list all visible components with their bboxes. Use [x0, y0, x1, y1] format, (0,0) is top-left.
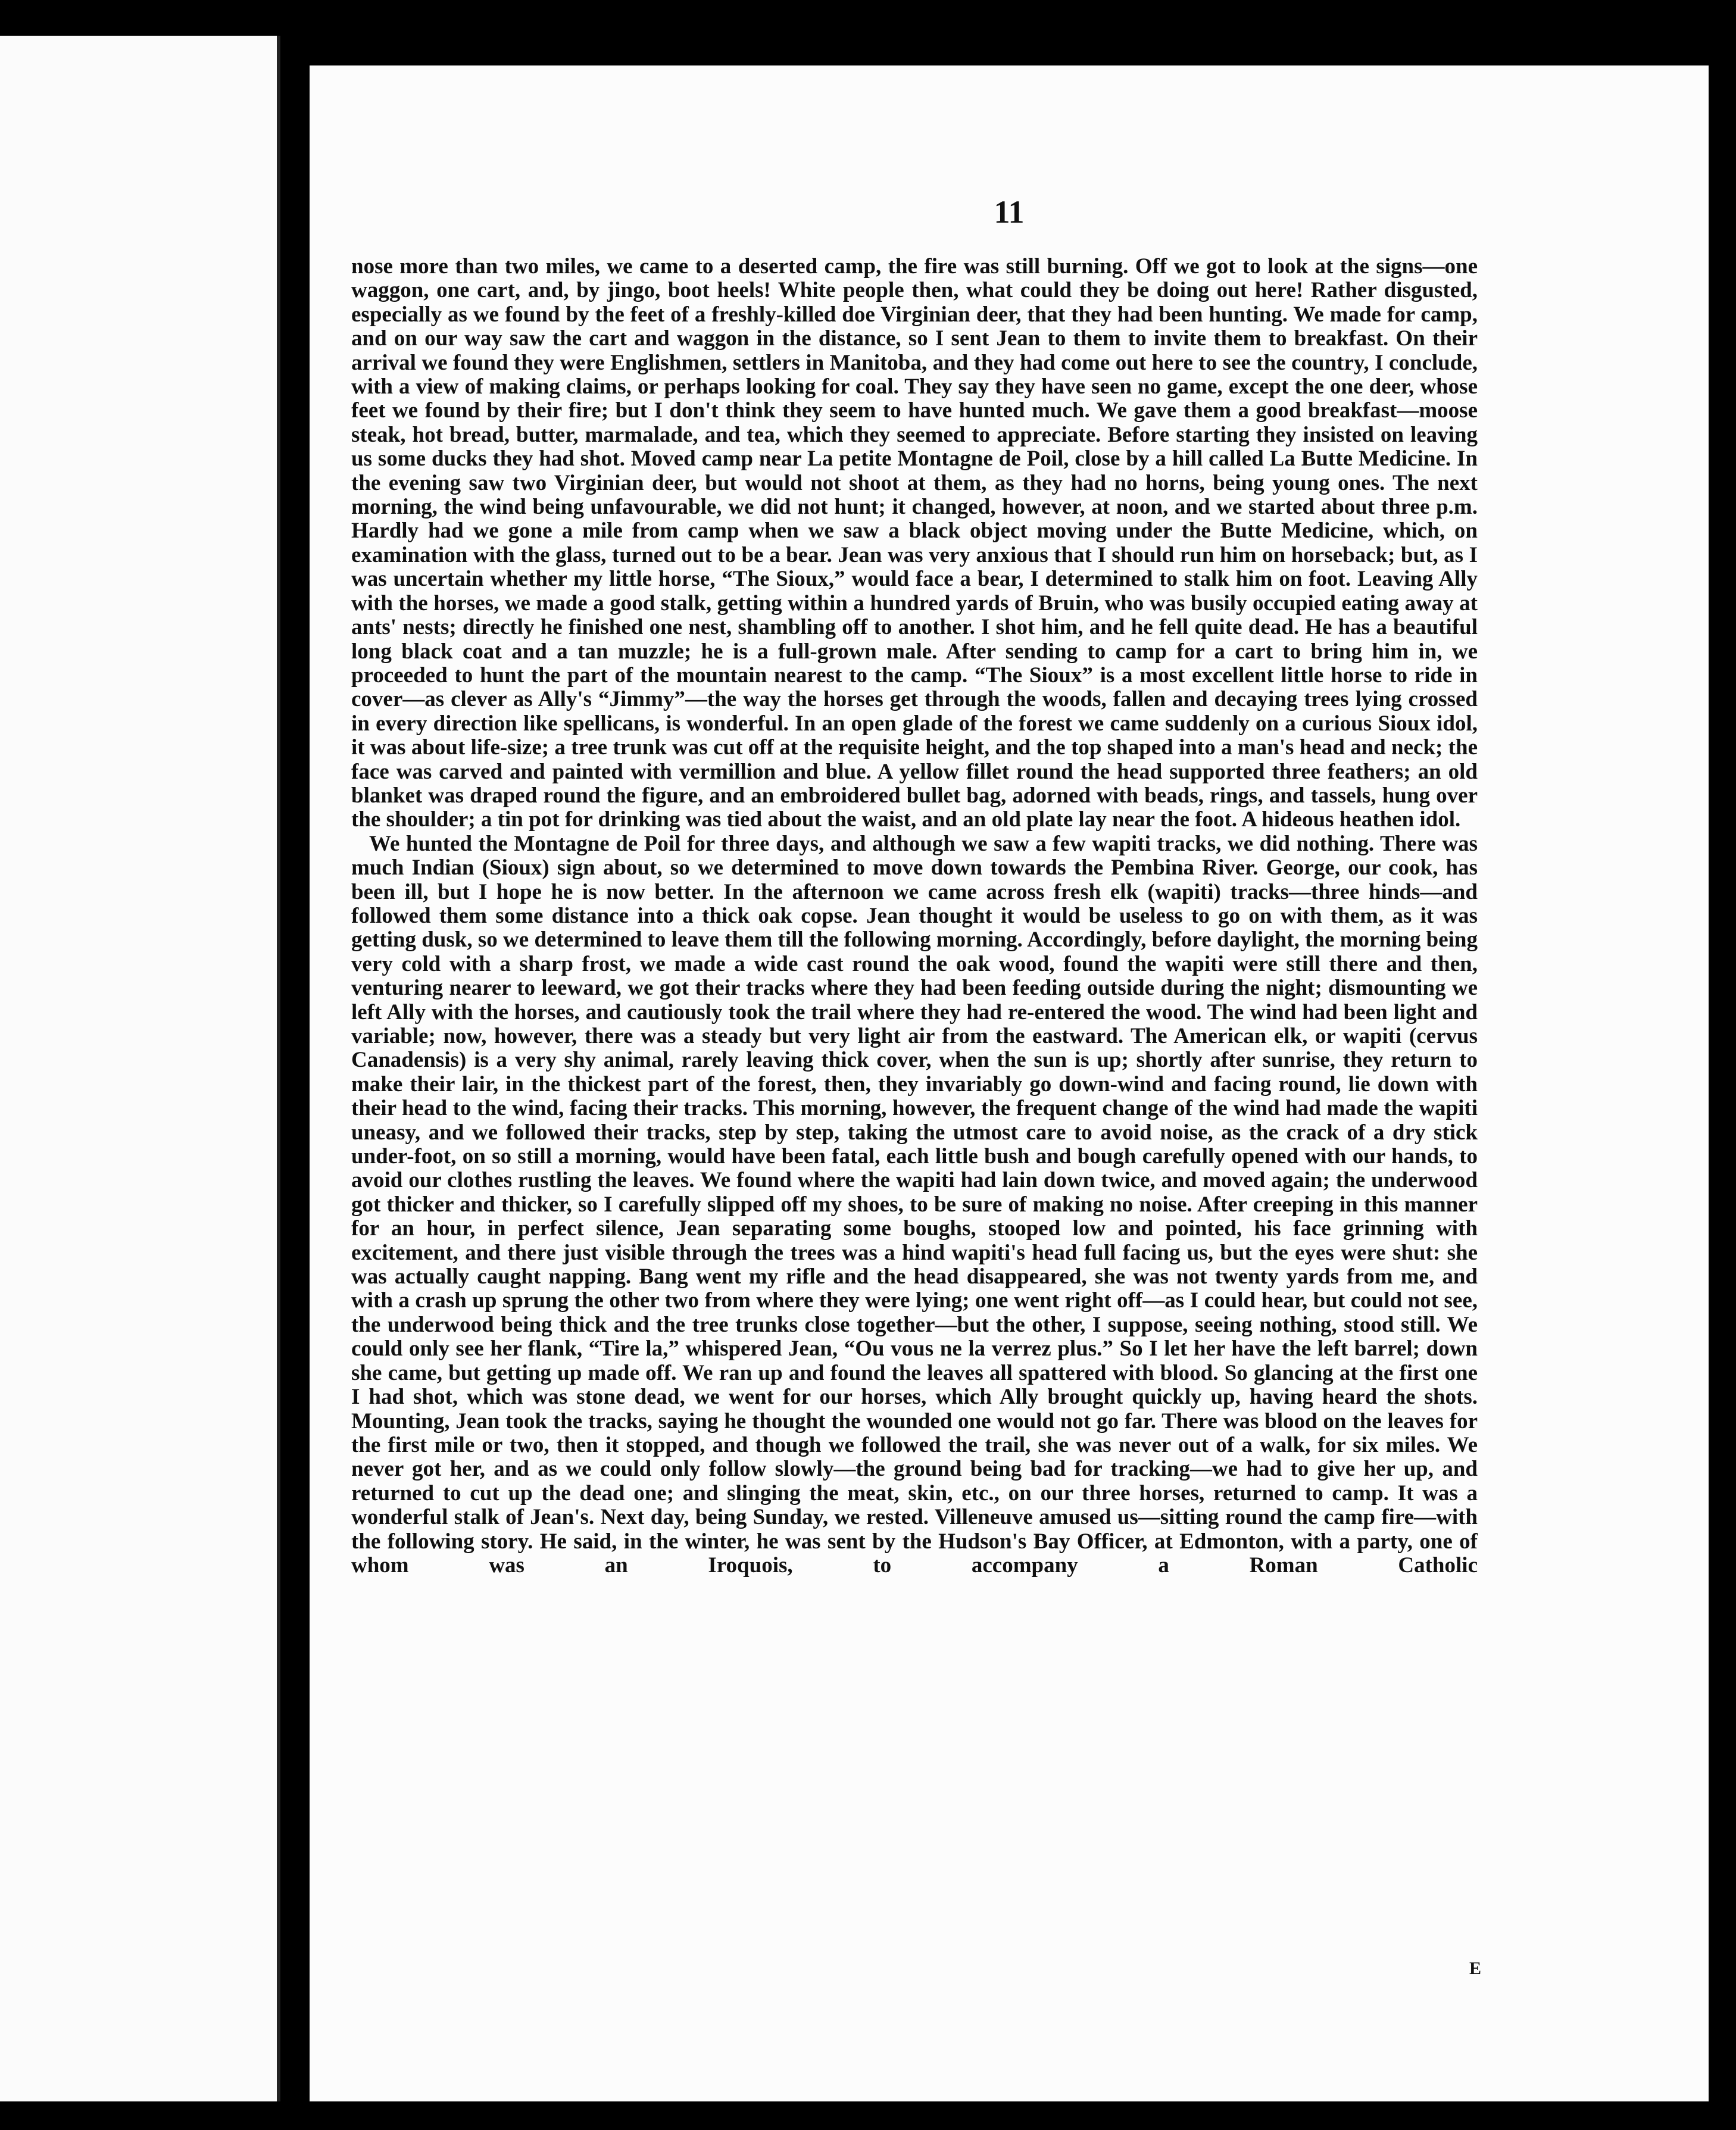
paragraph-2: We hunted the Montagne de Poil for three days, and although we saw a few wapiti tracks, we did nothing. There was much Indian (Sioux) sign about, so we determined to move down towards the Pembina River. George, our cook, has been ill, but I hope he is now better. In the afternoon we came across fresh elk (wapiti) tracks—three hinds—and followed them some distance into a thick oak copse. Jean thought it would be useless to go on with them, as it was getting dusk, so we determined to leave them till the following morning. Accordingly, before daylight, the morning being very cold with a sharp frost, we made a wide cast round the oak wood, found the wapiti were still there and then, venturing nearer to leeward, we got their tracks where they had been feeding outside during the night; dismounting we left Ally with the horses, and cautiously took the trail where they had re-entered the wood. The wind had been light and variable; now, however, there was a steady but very light air from the eastward. The American elk, or wapiti (cervus Canadensis) is a very shy animal, rarely leaving thick cover, when the sun is up; shortly after sunrise, they return to make their lair, in the thickest part of the forest, then, they invariably go down-wind and facing round, lie down with their head to the wind, facing their tracks. This morning, however, the frequent change of the wind had made the wapiti uneasy, and we followed their tracks, step by step, taking the utmost care to avoid noise, as the crack of a dry stick under-foot, on so still a morning, would have been fatal, each little bush and bough carefully opened with our hands, to avoid our clothes rustling the leaves. We found where the wapiti had lain down twice, and moved again; the underwood got thicker and thicker, so I carefully slipped off my shoes, to be sure of making no noise. After creeping in this manner for an hour, in perfect silence, Jean separating some boughs, stooped low and pointed, his face grinning with excitement, and there just visible through the trees was a hind wapiti's head full facing us, but the eyes were shut: she was actually caught napping. Bang went my rifle and the head disappeared, she was not twenty yards from me, and with a crash up sprung the other two from where they were lying; one went right off—as I could hear, but could not see, the underwood being thick and the tree trunks close together—but the other, I suppose, seeing nothing, stood still. We could only see her flank, “Tire la,” whispered Jean, “Ou vous ne la verrez plus.” So I let her have the left barrel; down she came, but getting up made off. We ran up and found the leaves all spattered with blood. So glancing at the first one I had shot, which was stone dead, we went for our horses, which Ally brought quickly up, having heard the shots. Mounting, Jean took the tracks, saying he thought the wounded one would not go far. There was blood on the leaves for the first mile or two, then it stopped, and though we followed the trail, she was never out of a walk, for six miles. We never got her, and as we could only follow slowly—the ground being bad for tracking—we had to give her up, and returned to cut up the dead one; and slinging the meat, skin, etc., on our three horses, returned to camp. It was a wonderful stalk of Jean's. Next day, being Sunday, we rested. Villeneuve amused us—sitting round the camp fire—with the following story. He said, in the winter, he was sent by the Hudson's Bay Officer, at Edmonton, with a party, one of whom was an Iroquois, to accompany a Roman Catholic [351, 831, 1478, 1578]
signature-mark: E [1469, 1959, 1481, 1978]
body-text [351, 255, 1478, 1578]
page-number: 11 [994, 194, 1025, 230]
facing-page-edge [0, 36, 280, 2101]
paragraph-1: nose more than two miles, we came to a deserted camp, the fire was still burning. Off we got to look at the signs—one waggon, one cart, and, by jingo, boot heels! White people then, what could they be doing out here! Rather disgusted, especially as we found by the feet of a freshly-killed doe Virginian deer, that they had been hunting. We made for camp, and on our way saw the cart and waggon in the distance, so I sent Jean to them to invite them to breakfast. On their arrival we found they were Englishmen, settlers in Manitoba, and they had come out here to see the country, I conclude, with a view of making claims, or perhaps looking for coal. They say they have seen no game, except the one deer, whose feet we found by their fire; but I don't think they seem to have hunted much. We gave them a good breakfast—moose steak, hot bread, butter, marmalade, and tea, which they seemed to appreciate. Before starting they insisted on leaving us some ducks they had shot. Moved camp near La petite Montagne de Poil, close by a hill called La Butte Medicine. In the evening saw two Virginian deer, but would not shoot at them, as they had no horns, being young ones. The next morning, the wind being unfavourable, we did not hunt; it changed, however, at noon, and we started about three p.m. Hardly had we gone a mile from camp when we saw a black object moving under the Butte Medicine, which, on examination with the glass, turned out to be a bear. Jean was very anxious that I should run him on horseback; but, as I was uncertain whether my little horse, “The Sioux,” would face a bear, I determined to stalk him on foot. Leaving Ally with the horses, we made a good stalk, getting within a hundred yards of Bruin, who was busily occupied eating away at ants' nests; directly he finished one nest, shambling off to another. I shot him, and he fell quite dead. He has a beautiful long black coat and a tan muzzle; he is a full-grown male. After sending to camp for a cart to bring him in, we proceeded to hunt the part of the mountain nearest to the camp. “The Sioux” is a most excellent little horse to ride in cover—as clever as Ally's “Jimmy”—the way the horses get through the woods, fallen and decaying trees lying crossed in every direction like spellicans, is wonderful. In an open glade of the forest we came suddenly on a curious Sioux idol, it was about life-size; a tree trunk was cut off at the requisite height, and the top shaped into a man's head and neck; the face was carved and painted with vermillion and blue. A yellow fillet round the head supported three feathers; an old blanket was draped round the figure, and an embroidered bullet bag, adorned with beads, rings, and tassels, hung over the shoulder; a tin pot for drinking was tied about the waist, and an old plate lay near the foot. A hideous heathen idol. [351, 254, 1478, 832]
book-page [310, 65, 1709, 2101]
